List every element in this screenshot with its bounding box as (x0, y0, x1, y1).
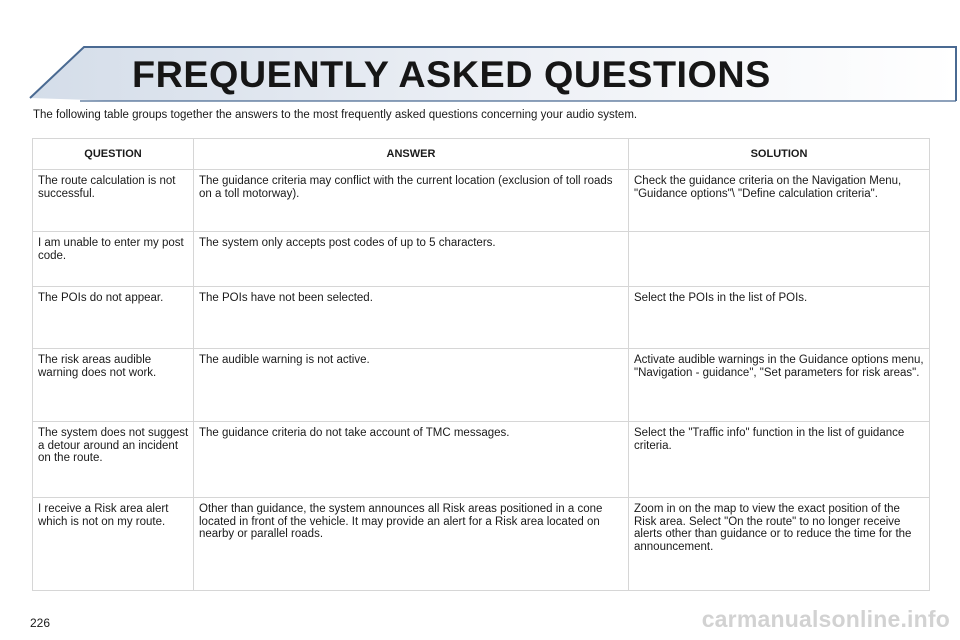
table-row (33, 422, 930, 498)
table-row (33, 170, 930, 232)
column-header-question: QUESTION (33, 139, 194, 170)
answer-cell: The audible warning is not active. (194, 349, 629, 422)
answer-cell: The system only accepts post codes of up to 5 characters. (194, 232, 629, 287)
solution-cell: Select the "Traffic info" function in the list of guidance criteria. (629, 422, 930, 498)
question-cell: The route calculation is not successful. (33, 170, 194, 232)
column-header-solution: SOLUTION (629, 139, 930, 170)
answer-cell: Other than guidance, the system announces all Risk areas positioned in a cone located in front of the vehicle. It may provide an alert for a Risk area located on nearby or parallel roads. (194, 498, 629, 591)
solution-cell: Zoom in on the map to view the exact position of the Risk area. Select "On the route" to no longer receive alerts other than guidance or to reduce the time for the announcement. (629, 498, 930, 591)
question-cell: The POIs do not appear. (33, 287, 194, 349)
page-number: 226 (30, 616, 51, 630)
question-cell: The risk areas audible warning does not work. (33, 349, 194, 422)
solution-cell (629, 232, 930, 287)
solution-cell: Select the POIs in the list of POIs. (629, 287, 930, 349)
page-title: FREQUENTLY ASKED QUESTIONS (132, 54, 771, 95)
intro-text: The following table groups together the answers to the most frequently asked questions concerning your audio system. (33, 109, 638, 121)
question-cell: I am unable to enter my post code. (33, 232, 194, 287)
table-row (33, 232, 930, 287)
question-cell: The system does not suggest a detour around an incident on the route. (33, 422, 194, 498)
table-header-row (33, 139, 930, 170)
answer-cell: The guidance criteria do not take account of TMC messages. (194, 422, 629, 498)
solution-cell: Activate audible warnings in the Guidance options menu, "Navigation - guidance", "Set parameters for risk areas". (629, 349, 930, 422)
table-row (33, 287, 930, 349)
table-row (33, 349, 930, 422)
watermark-text: carmanualsonline.info (701, 606, 950, 632)
column-header-answer: ANSWER (194, 139, 629, 170)
answer-cell: The guidance criteria may conflict with the current location (exclusion of toll roads on a toll motorway). (194, 170, 629, 232)
solution-cell: Check the guidance criteria on the Navigation Menu, "Guidance options"\ "Define calculation criteria". (629, 170, 930, 232)
table-row (33, 498, 930, 591)
question-cell: I receive a Risk area alert which is not on my route. (33, 498, 194, 591)
faq-table (32, 138, 930, 591)
answer-cell: The POIs have not been selected. (194, 287, 629, 349)
